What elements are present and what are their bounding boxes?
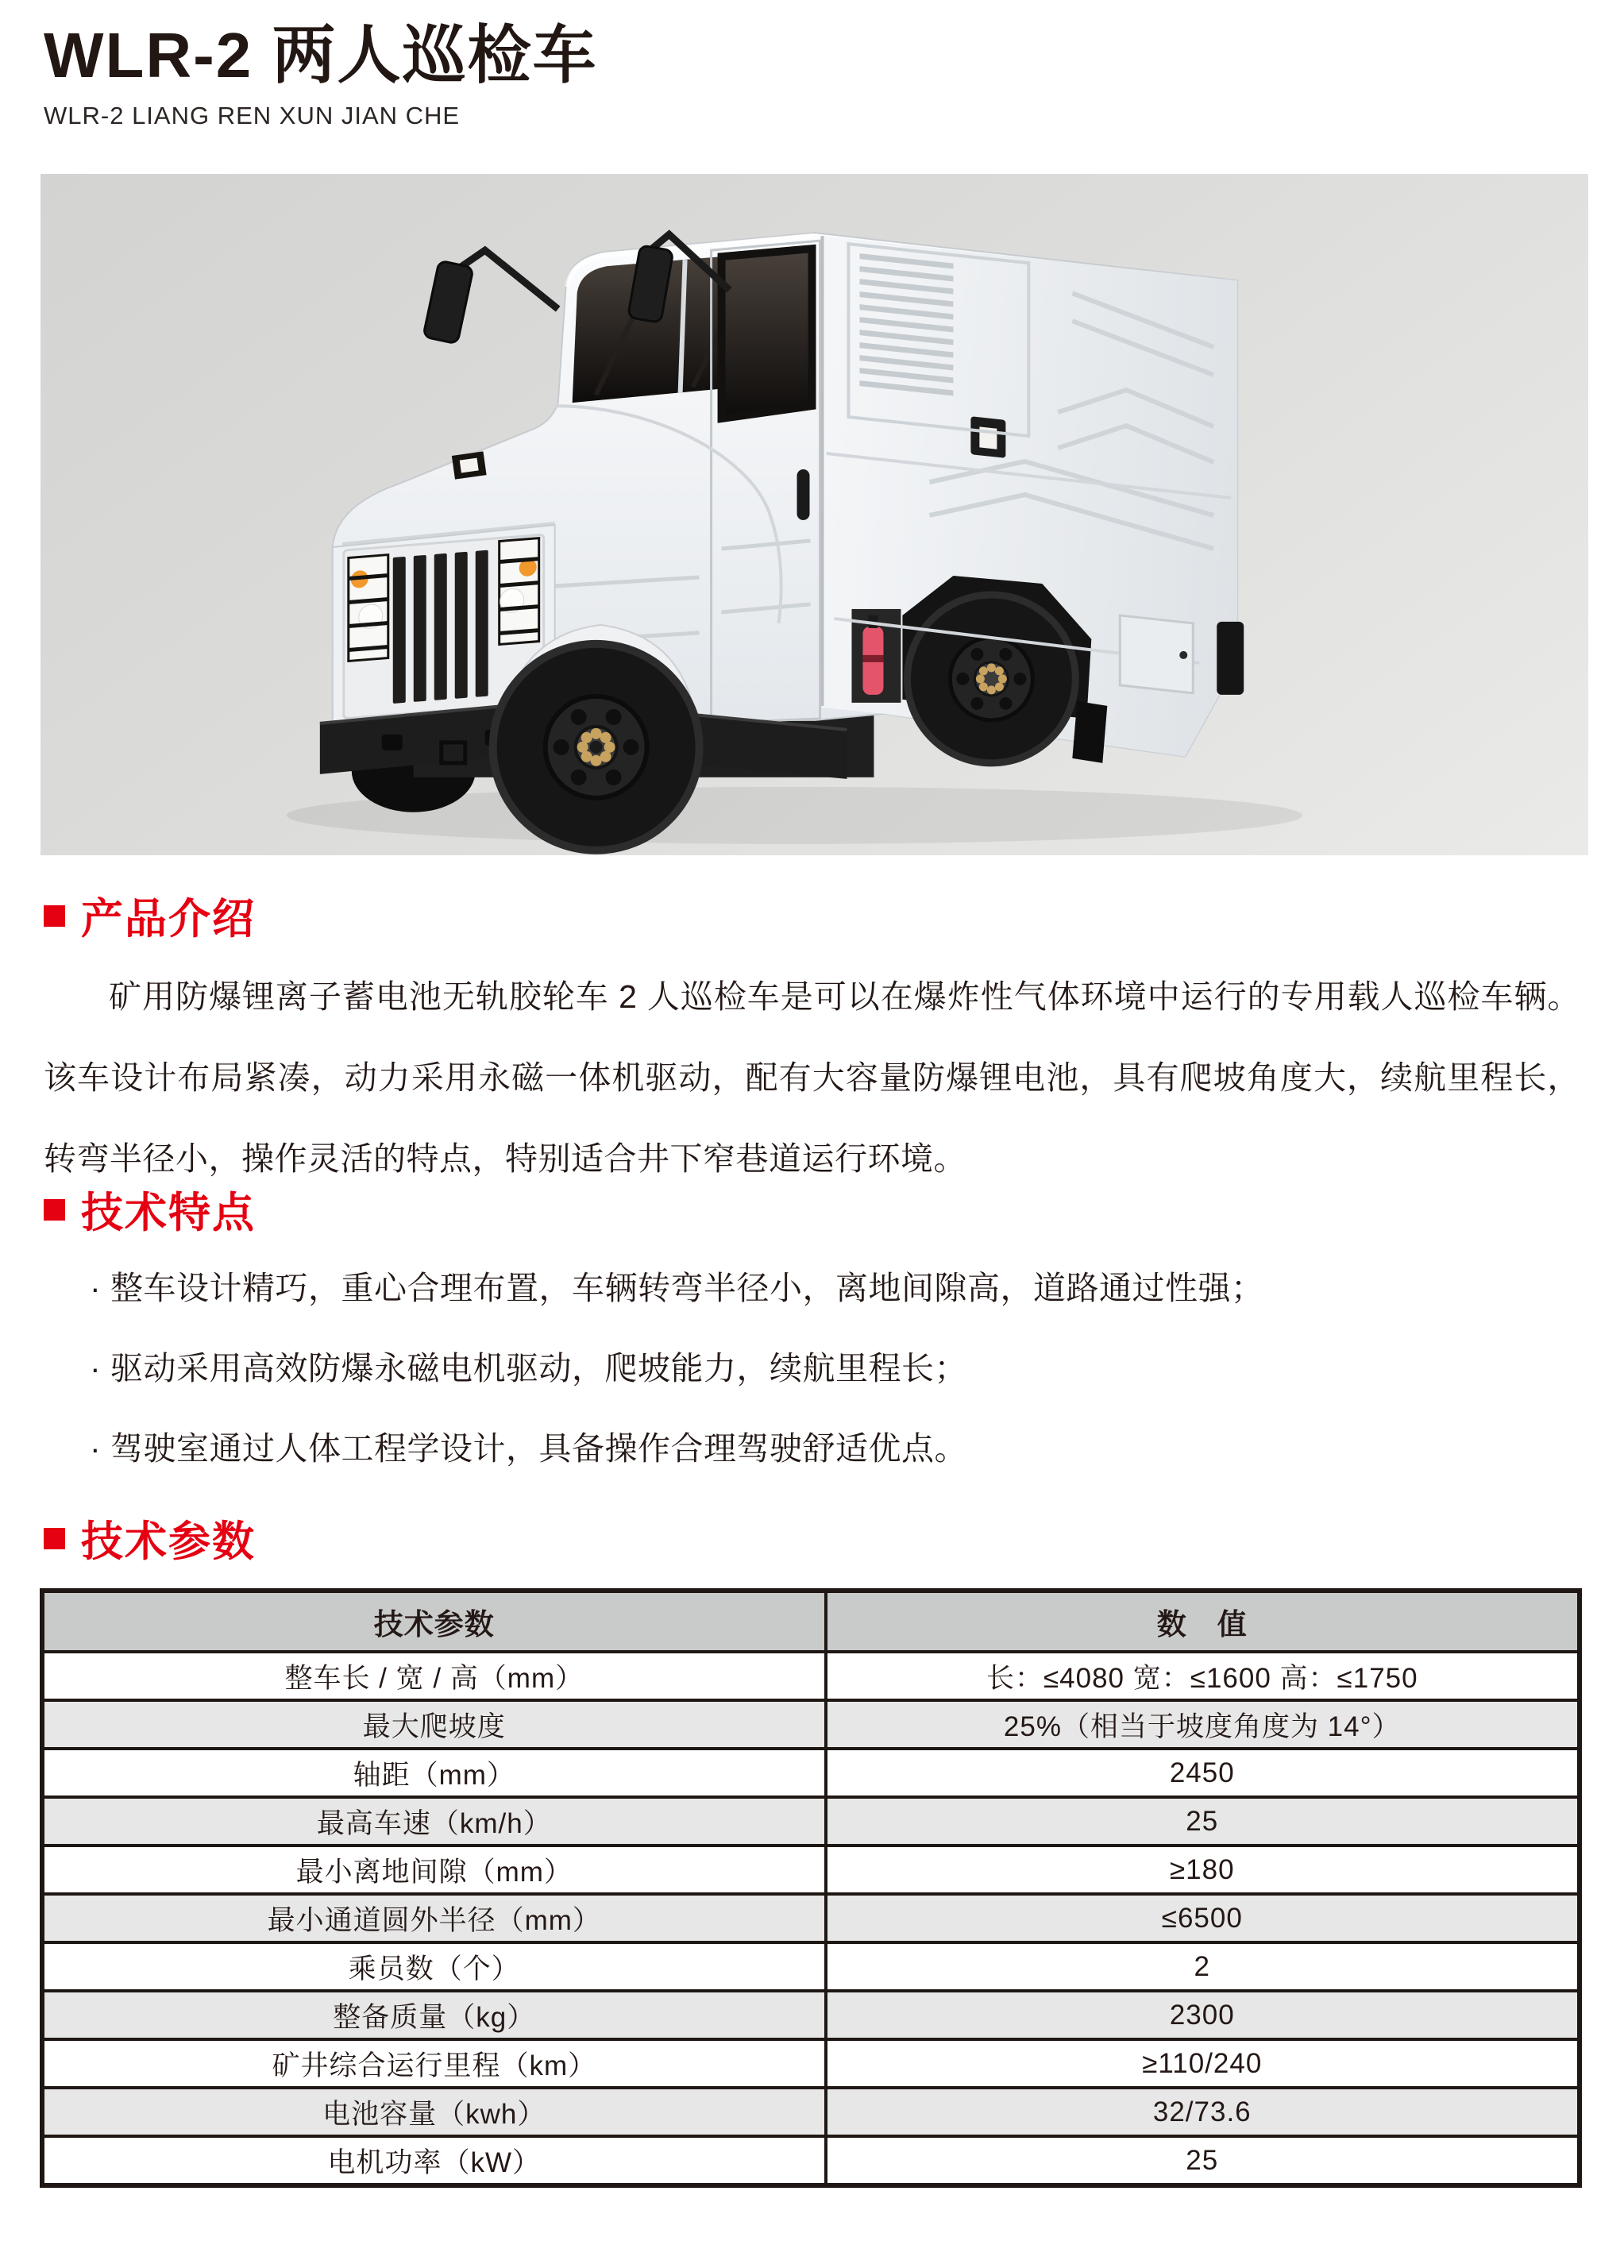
- table-row: [42, 1942, 1580, 1991]
- box-connector: [970, 416, 1005, 458]
- feature-item: · 驱动采用高效防爆永磁电机驱动，爬坡能力，续航里程长；: [90, 1350, 968, 1387]
- param-cell: 最小离地间隙（mm）: [42, 1846, 826, 1894]
- front-wheel: [493, 644, 700, 850]
- param-cell: 整备质量（kg）: [42, 1991, 826, 2039]
- page-title: WLR-2 两人巡检车: [44, 20, 598, 91]
- param-cell: 乘员数（个）: [42, 1942, 826, 1991]
- table-row: [42, 1749, 1580, 1797]
- left-mirror: [423, 250, 558, 344]
- section-features: [44, 1182, 1580, 1489]
- table-row: [42, 2136, 1580, 2185]
- table-row: [42, 1894, 1580, 1942]
- table-row: [42, 2088, 1580, 2136]
- section-intro: [44, 888, 1580, 1199]
- page-subtitle: WLR-2 LIANG REN XUN JIAN CHE: [44, 102, 461, 129]
- param-cell: 轴距（mm）: [42, 1749, 826, 1797]
- vehicle-image-panel: [41, 174, 1588, 855]
- param-cell: 矿井综合运行里程（km）: [42, 2039, 826, 2088]
- section-marker-icon: [44, 905, 65, 927]
- rear-wheel: [907, 595, 1075, 763]
- specs-heading-label: 技术参数: [81, 1518, 256, 1565]
- table-row: [42, 2039, 1580, 2088]
- hood-emblem: [452, 451, 487, 479]
- param-cell: 最高车速（km/h）: [42, 1797, 826, 1846]
- param-cell: 最小通道圆外半径（mm）: [42, 1894, 826, 1942]
- intro-heading: [44, 888, 1580, 943]
- page-header: [44, 22, 1580, 130]
- value-cell: 25: [826, 2136, 1580, 2185]
- value-cell: 长：≤4080 宽：≤1600 高：≤1750: [826, 1652, 1580, 1700]
- door-handle: [797, 469, 810, 520]
- table-row: [42, 1700, 1580, 1749]
- feature-item: · 整车设计精巧，重心合理布置，车辆转弯半径小，离地间隙高，道路通过性强；: [90, 1270, 1264, 1306]
- right-headlight: [500, 538, 539, 645]
- vehicle-render-illustration: [41, 174, 1588, 855]
- value-cell: ≥180: [826, 1846, 1580, 1894]
- features-heading: [44, 1182, 1580, 1237]
- section-specs: [44, 1510, 1580, 2188]
- table-row: [42, 1846, 1580, 1894]
- value-cell: 25%（相当于坡度角度为 14°）: [826, 1700, 1580, 1749]
- spec-table: [40, 1588, 1582, 2188]
- section-marker-icon: [44, 1528, 65, 1549]
- value-cell: 2450: [826, 1749, 1580, 1797]
- spec-table-header-row: [42, 1591, 1580, 1652]
- table-row: [42, 1991, 1580, 2039]
- param-cell: 最大爬坡度: [42, 1700, 826, 1749]
- features-heading-label: 技术特点: [81, 1190, 256, 1236]
- left-headlight: [349, 555, 388, 662]
- value-cell: ≥110/240: [826, 2039, 1580, 2088]
- value-cell: ≤6500: [826, 1894, 1580, 1942]
- value-cell: 25: [826, 1797, 1580, 1846]
- table-row: [42, 1652, 1580, 1700]
- spec-col-value-header: 数 值: [826, 1591, 1580, 1652]
- door-window: [722, 249, 812, 418]
- param-cell: 整车长 / 宽 / 高（mm）: [42, 1652, 826, 1700]
- section-marker-icon: [44, 1199, 65, 1221]
- intro-paragraph: 矿用防爆锂离子蓄电池无轨胶轮车 2 人巡检车是可以在爆炸性气体环境中运行的专用载人巡检车辆。该车设计布局紧凑，动力采用永磁一体机驱动，配有大容量防爆锂电池，具有爬坡角度大，续航里程长，转弯半径小，操作灵活的特点，特别适合井下窄巷道运行环境。: [44, 978, 1580, 1177]
- value-cell: 32/73.6: [826, 2088, 1580, 2136]
- param-cell: 电机功率（kW）: [42, 2136, 826, 2185]
- intro-heading-label: 产品介绍: [81, 896, 256, 943]
- table-row: [42, 1797, 1580, 1846]
- param-cell: 电池容量（kwh）: [42, 2088, 826, 2136]
- feature-list: [44, 1248, 1580, 1489]
- specs-heading: [44, 1510, 1580, 1566]
- value-cell: 2300: [826, 1991, 1580, 2039]
- feature-item: · 驾驶室通过人体工程学设计，具备操作合理驾驶舒适优点。: [90, 1430, 968, 1467]
- value-cell: 2: [826, 1942, 1580, 1991]
- spec-col-param-header: 技术参数: [42, 1591, 826, 1652]
